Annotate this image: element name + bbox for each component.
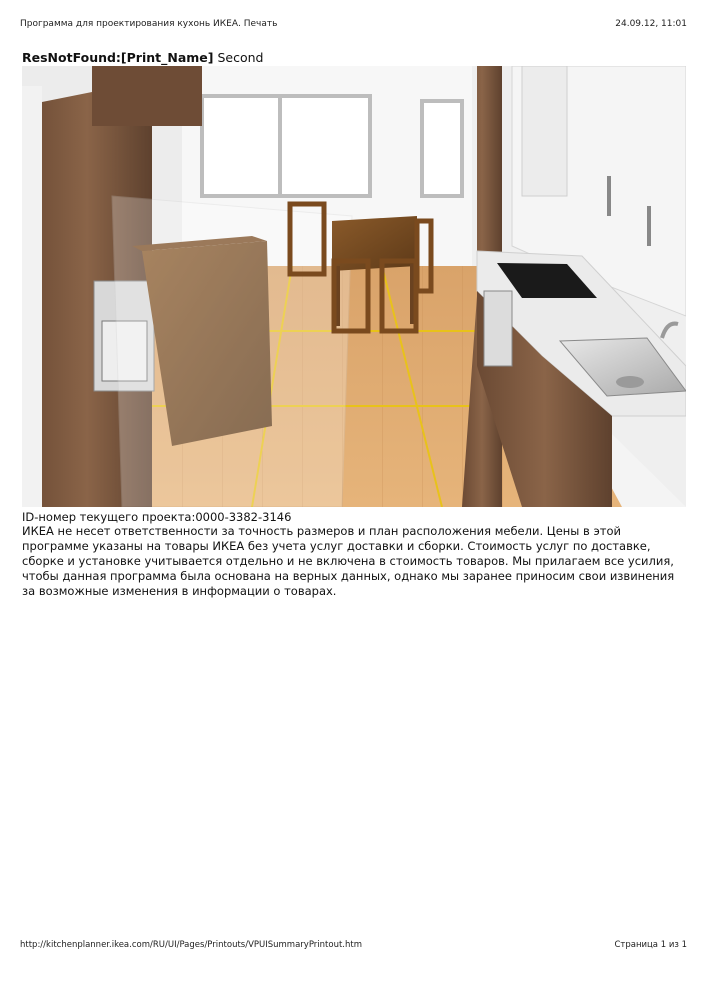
- print-header-datetime: 24.09.12, 11:01: [615, 19, 687, 29]
- footer-page-counter: Страница 1 из 1: [614, 940, 687, 950]
- print-header-title: Программа для проектирования кухонь ИКЕА. Печать: [20, 19, 278, 29]
- footer-url: http://kitchenplanner.ikea.com/RU/UI/Pages/Printouts/VPUISummaryPrintout.htm: [20, 940, 362, 950]
- project-id-line: ID-номер текущего проекта:0000-3382-3146: [22, 510, 292, 524]
- kitchen-render-image: [22, 66, 686, 507]
- disclaimer-text: ИКЕА не несет ответственности за точность размеров и план расположения мебели. Цены в этой программе указаны на товары ИКЕА без учета услуг доставки и сборки. Стоимость услуг по доставке, сборке и установке учитывается отдельно и не включена в стоимость товаров. Мы прилагаем все усилия, чтобы данная программа была основана на верных данных, однако мы заранее приносим свои извинения за возможные изменения в информации о товарах.: [22, 524, 675, 598]
- design-heading-rest: Second: [213, 50, 264, 65]
- design-heading-bold: ResNotFound:[Print_Name]: [22, 50, 214, 65]
- design-heading: [22, 50, 263, 65]
